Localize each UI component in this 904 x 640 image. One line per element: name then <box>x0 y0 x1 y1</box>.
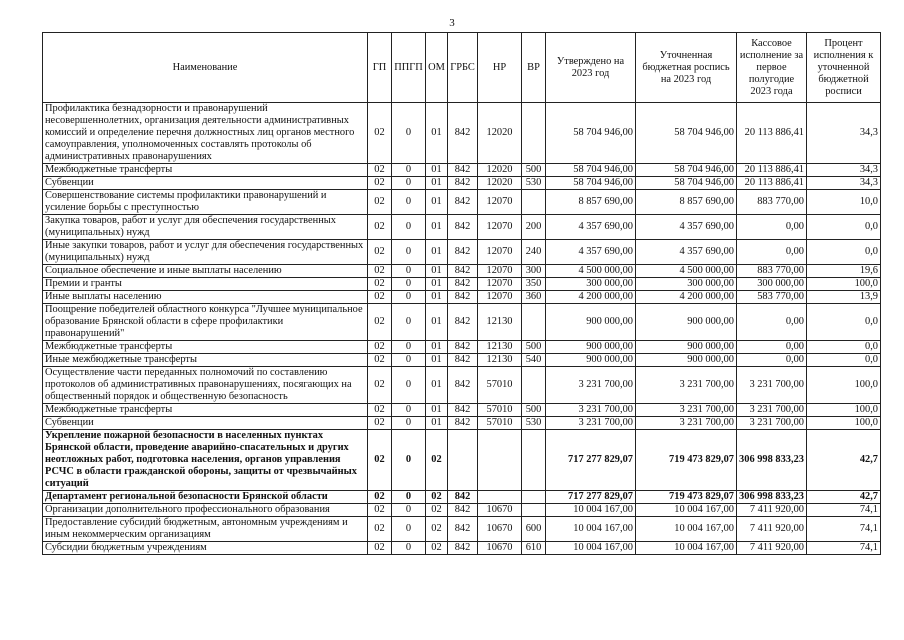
cell-pgp: 0 <box>392 341 426 354</box>
cell-name: Иные выплаты населению <box>43 291 368 304</box>
cell-revised: 58 704 946,00 <box>636 103 737 164</box>
cell-cash: 883 770,00 <box>737 265 807 278</box>
table-row <box>43 367 881 404</box>
cell-grbs: 842 <box>448 103 478 164</box>
cell-cash: 0,00 <box>737 341 807 354</box>
header-row <box>43 33 881 103</box>
cell-pgp: 0 <box>392 491 426 504</box>
cell-grbs <box>448 430 478 491</box>
cell-om: 01 <box>426 278 448 291</box>
table-row <box>43 517 881 542</box>
header-np: НР <box>478 33 522 103</box>
cell-name: Укрепление пожарной безопасности в населенных пунктах Брянской области, проведение аварийно-спасательных и других неотложных работ, подготовка населения, органов управления РСЧС в области гражданской обороны, защиты от чрезвычайных ситуаций <box>43 430 368 491</box>
cell-cash: 7 411 920,00 <box>737 504 807 517</box>
cell-cash: 3 231 700,00 <box>737 404 807 417</box>
cell-om: 01 <box>426 291 448 304</box>
cell-revised: 900 000,00 <box>636 341 737 354</box>
cell-percent: 74,1 <box>807 542 881 555</box>
header-percent: Процент исполнения к уточненной бюджетной росписи <box>807 33 881 103</box>
cell-cash: 20 113 886,41 <box>737 103 807 164</box>
budget-execution-table <box>42 32 881 555</box>
cell-cash: 7 411 920,00 <box>737 542 807 555</box>
cell-revised: 4 500 000,00 <box>636 265 737 278</box>
table-row <box>43 265 881 278</box>
cell-cash: 0,00 <box>737 304 807 341</box>
cell-percent: 42,7 <box>807 491 881 504</box>
cell-cash: 20 113 886,41 <box>737 164 807 177</box>
table-row <box>43 417 881 430</box>
cell-vr: 540 <box>522 354 546 367</box>
cell-np: 12070 <box>478 278 522 291</box>
cell-revised: 719 473 829,07 <box>636 430 737 491</box>
cell-percent: 13,9 <box>807 291 881 304</box>
cell-approved: 10 004 167,00 <box>546 517 636 542</box>
cell-np: 12020 <box>478 177 522 190</box>
cell-pgp: 0 <box>392 367 426 404</box>
cell-pgp: 0 <box>392 417 426 430</box>
cell-cash: 3 231 700,00 <box>737 367 807 404</box>
cell-approved: 3 231 700,00 <box>546 404 636 417</box>
cell-pgp: 0 <box>392 504 426 517</box>
cell-om: 01 <box>426 304 448 341</box>
cell-revised: 4 200 000,00 <box>636 291 737 304</box>
cell-revised: 10 004 167,00 <box>636 542 737 555</box>
table-row <box>43 177 881 190</box>
cell-grbs: 842 <box>448 504 478 517</box>
cell-np: 12020 <box>478 103 522 164</box>
cell-revised: 4 357 690,00 <box>636 215 737 240</box>
cell-percent: 0,0 <box>807 215 881 240</box>
cell-gp: 02 <box>368 504 392 517</box>
cell-cash: 306 998 833,23 <box>737 430 807 491</box>
cell-name: Организации дополнительного профессионального образования <box>43 504 368 517</box>
cell-percent: 0,0 <box>807 304 881 341</box>
cell-pgp: 0 <box>392 354 426 367</box>
cell-vr <box>522 304 546 341</box>
cell-vr <box>522 430 546 491</box>
cell-om: 01 <box>426 164 448 177</box>
cell-vr: 530 <box>522 177 546 190</box>
header-gp: ГП <box>368 33 392 103</box>
cell-cash: 0,00 <box>737 354 807 367</box>
cell-np: 12070 <box>478 215 522 240</box>
cell-revised: 3 231 700,00 <box>636 417 737 430</box>
cell-gp: 02 <box>368 354 392 367</box>
cell-cash: 3 231 700,00 <box>737 417 807 430</box>
cell-pgp: 0 <box>392 240 426 265</box>
table-row <box>43 215 881 240</box>
cell-np: 12130 <box>478 354 522 367</box>
cell-vr: 500 <box>522 341 546 354</box>
cell-vr: 500 <box>522 404 546 417</box>
cell-name: Предоставление субсидий бюджетным, автономным учреждениям и иным некоммерческим организациям <box>43 517 368 542</box>
cell-gp: 02 <box>368 215 392 240</box>
cell-pgp: 0 <box>392 291 426 304</box>
cell-np: 12070 <box>478 240 522 265</box>
cell-cash: 0,00 <box>737 215 807 240</box>
page-number: 3 <box>449 17 455 29</box>
cell-cash: 583 770,00 <box>737 291 807 304</box>
cell-revised: 900 000,00 <box>636 304 737 341</box>
cell-np: 10670 <box>478 517 522 542</box>
cell-gp: 02 <box>368 367 392 404</box>
cell-om: 01 <box>426 341 448 354</box>
cell-gp: 02 <box>368 278 392 291</box>
cell-pgp: 0 <box>392 404 426 417</box>
cell-gp: 02 <box>368 177 392 190</box>
cell-name: Межбюджетные трансферты <box>43 164 368 177</box>
cell-np: 57010 <box>478 417 522 430</box>
cell-name: Субвенции <box>43 417 368 430</box>
cell-vr: 360 <box>522 291 546 304</box>
cell-vr: 300 <box>522 265 546 278</box>
cell-vr: 240 <box>522 240 546 265</box>
cell-grbs: 842 <box>448 164 478 177</box>
table-row <box>43 278 881 291</box>
cell-vr <box>522 504 546 517</box>
cell-name: Совершенствование системы профилактики правонарушений и усиление борьбы с преступностью <box>43 190 368 215</box>
cell-gp: 02 <box>368 304 392 341</box>
cell-gp: 02 <box>368 164 392 177</box>
cell-name: Закупка товаров, работ и услуг для обеспечения государственных (муниципальных) нужд <box>43 215 368 240</box>
cell-revised: 8 857 690,00 <box>636 190 737 215</box>
cell-revised: 4 357 690,00 <box>636 240 737 265</box>
cell-pgp: 0 <box>392 278 426 291</box>
header-om: ОМ <box>426 33 448 103</box>
cell-vr: 500 <box>522 164 546 177</box>
header-name: Наименование <box>43 33 368 103</box>
cell-percent: 34,3 <box>807 103 881 164</box>
cell-pgp: 0 <box>392 164 426 177</box>
table-row <box>43 542 881 555</box>
cell-percent: 19,6 <box>807 265 881 278</box>
cell-cash: 7 411 920,00 <box>737 517 807 542</box>
cell-name: Профилактика безнадзорности и правонарушений несовершеннолетних, организация деятельности административных комиссий и определение перечня должностных лиц органов местного самоуправления, уполномоченных составлять протоколы об административных правонарушениях <box>43 103 368 164</box>
cell-pgp: 0 <box>392 190 426 215</box>
cell-percent: 100,0 <box>807 404 881 417</box>
cell-grbs: 842 <box>448 265 478 278</box>
cell-approved: 900 000,00 <box>546 304 636 341</box>
cell-om: 01 <box>426 215 448 240</box>
cell-om: 01 <box>426 265 448 278</box>
cell-gp: 02 <box>368 542 392 555</box>
cell-np <box>478 491 522 504</box>
table-row <box>43 190 881 215</box>
cell-vr: 530 <box>522 417 546 430</box>
cell-percent: 100,0 <box>807 417 881 430</box>
header-cash: Кассовое исполнение за первое полугодие 2023 года <box>737 33 807 103</box>
table-row <box>43 240 881 265</box>
cell-vr <box>522 190 546 215</box>
cell-vr: 350 <box>522 278 546 291</box>
cell-approved: 58 704 946,00 <box>546 177 636 190</box>
cell-np: 10670 <box>478 504 522 517</box>
table-row <box>43 404 881 417</box>
cell-name: Субсидии бюджетным учреждениям <box>43 542 368 555</box>
cell-om: 01 <box>426 190 448 215</box>
cell-gp: 02 <box>368 430 392 491</box>
cell-vr <box>522 491 546 504</box>
cell-grbs: 842 <box>448 367 478 404</box>
cell-grbs: 842 <box>448 190 478 215</box>
cell-revised: 58 704 946,00 <box>636 164 737 177</box>
table-row <box>43 504 881 517</box>
cell-grbs: 842 <box>448 215 478 240</box>
cell-percent: 0,0 <box>807 240 881 265</box>
cell-gp: 02 <box>368 417 392 430</box>
cell-np: 12130 <box>478 304 522 341</box>
header-vr: ВР <box>522 33 546 103</box>
table-row <box>43 164 881 177</box>
cell-grbs: 842 <box>448 177 478 190</box>
cell-np: 10670 <box>478 542 522 555</box>
cell-grbs: 842 <box>448 304 478 341</box>
cell-approved: 10 004 167,00 <box>546 542 636 555</box>
cell-gp: 02 <box>368 265 392 278</box>
cell-om: 02 <box>426 491 448 504</box>
cell-grbs: 842 <box>448 341 478 354</box>
header-revised: Уточненная бюджетная роспись на 2023 год <box>636 33 737 103</box>
cell-name: Социальное обеспечение и иные выплаты населению <box>43 265 368 278</box>
cell-revised: 900 000,00 <box>636 354 737 367</box>
cell-revised: 58 704 946,00 <box>636 177 737 190</box>
cell-grbs: 842 <box>448 542 478 555</box>
cell-approved: 4 200 000,00 <box>546 291 636 304</box>
cell-np: 57010 <box>478 404 522 417</box>
cell-grbs: 842 <box>448 291 478 304</box>
cell-name: Межбюджетные трансферты <box>43 341 368 354</box>
cell-vr <box>522 367 546 404</box>
cell-np: 12020 <box>478 164 522 177</box>
cell-om: 01 <box>426 103 448 164</box>
table-row <box>43 341 881 354</box>
cell-percent: 74,1 <box>807 517 881 542</box>
table-row <box>43 491 881 504</box>
cell-revised: 10 004 167,00 <box>636 517 737 542</box>
cell-om: 02 <box>426 504 448 517</box>
cell-gp: 02 <box>368 103 392 164</box>
cell-approved: 4 357 690,00 <box>546 215 636 240</box>
cell-grbs: 842 <box>448 417 478 430</box>
cell-approved: 4 500 000,00 <box>546 265 636 278</box>
cell-gp: 02 <box>368 404 392 417</box>
cell-approved: 900 000,00 <box>546 354 636 367</box>
cell-om: 01 <box>426 404 448 417</box>
cell-om: 01 <box>426 177 448 190</box>
cell-approved: 3 231 700,00 <box>546 417 636 430</box>
cell-revised: 300 000,00 <box>636 278 737 291</box>
cell-approved: 300 000,00 <box>546 278 636 291</box>
cell-grbs: 842 <box>448 354 478 367</box>
cell-percent: 0,0 <box>807 354 881 367</box>
cell-name: Департамент региональной безопасности Брянской области <box>43 491 368 504</box>
cell-cash: 20 113 886,41 <box>737 177 807 190</box>
cell-approved: 3 231 700,00 <box>546 367 636 404</box>
cell-cash: 306 998 833,23 <box>737 491 807 504</box>
cell-cash: 300 000,00 <box>737 278 807 291</box>
cell-gp: 02 <box>368 517 392 542</box>
table-body <box>43 103 881 555</box>
cell-pgp: 0 <box>392 430 426 491</box>
cell-vr: 610 <box>522 542 546 555</box>
cell-np: 12070 <box>478 190 522 215</box>
cell-percent: 0,0 <box>807 341 881 354</box>
cell-approved: 900 000,00 <box>546 341 636 354</box>
cell-approved: 58 704 946,00 <box>546 164 636 177</box>
table-row <box>43 304 881 341</box>
cell-approved: 58 704 946,00 <box>546 103 636 164</box>
cell-np: 12070 <box>478 265 522 278</box>
cell-pgp: 0 <box>392 304 426 341</box>
cell-om: 01 <box>426 367 448 404</box>
cell-percent: 74,1 <box>807 504 881 517</box>
cell-gp: 02 <box>368 291 392 304</box>
cell-approved: 10 004 167,00 <box>546 504 636 517</box>
cell-grbs: 842 <box>448 404 478 417</box>
cell-percent: 34,3 <box>807 164 881 177</box>
header-grbs: ГРБС <box>448 33 478 103</box>
cell-np <box>478 430 522 491</box>
cell-vr: 600 <box>522 517 546 542</box>
cell-om: 02 <box>426 517 448 542</box>
cell-cash: 0,00 <box>737 240 807 265</box>
table-row <box>43 103 881 164</box>
cell-grbs: 842 <box>448 517 478 542</box>
table-row <box>43 430 881 491</box>
cell-pgp: 0 <box>392 265 426 278</box>
cell-name: Иные закупки товаров, работ и услуг для обеспечения государственных (муниципальных) нужд <box>43 240 368 265</box>
cell-approved: 4 357 690,00 <box>546 240 636 265</box>
cell-name: Осуществление части переданных полномочий по составлению протоколов об административных правонарушениях, посягающих на общественный порядок и общественную безопасность <box>43 367 368 404</box>
cell-percent: 10,0 <box>807 190 881 215</box>
header-approved: Утверждено на 2023 год <box>546 33 636 103</box>
cell-revised: 3 231 700,00 <box>636 404 737 417</box>
cell-np: 12070 <box>478 291 522 304</box>
cell-name: Премии и гранты <box>43 278 368 291</box>
cell-approved: 717 277 829,07 <box>546 491 636 504</box>
cell-vr: 200 <box>522 215 546 240</box>
cell-gp: 02 <box>368 240 392 265</box>
cell-name: Поощрение победителей областного конкурса "Лучшее муниципальное образование Брянской области в сфере профилактики правонарушений" <box>43 304 368 341</box>
cell-percent: 100,0 <box>807 367 881 404</box>
cell-vr <box>522 103 546 164</box>
cell-name: Субвенции <box>43 177 368 190</box>
cell-om: 01 <box>426 354 448 367</box>
cell-revised: 719 473 829,07 <box>636 491 737 504</box>
cell-percent: 100,0 <box>807 278 881 291</box>
cell-name: Иные межбюджетные трансферты <box>43 354 368 367</box>
cell-grbs: 842 <box>448 278 478 291</box>
table-row <box>43 354 881 367</box>
cell-pgp: 0 <box>392 517 426 542</box>
cell-approved: 8 857 690,00 <box>546 190 636 215</box>
cell-grbs: 842 <box>448 240 478 265</box>
cell-om: 01 <box>426 240 448 265</box>
cell-percent: 42,7 <box>807 430 881 491</box>
cell-pgp: 0 <box>392 215 426 240</box>
cell-approved: 717 277 829,07 <box>546 430 636 491</box>
cell-grbs: 842 <box>448 491 478 504</box>
cell-om: 02 <box>426 430 448 491</box>
cell-gp: 02 <box>368 341 392 354</box>
cell-pgp: 0 <box>392 177 426 190</box>
cell-cash: 883 770,00 <box>737 190 807 215</box>
cell-np: 12130 <box>478 341 522 354</box>
table-row <box>43 291 881 304</box>
cell-revised: 10 004 167,00 <box>636 504 737 517</box>
cell-gp: 02 <box>368 190 392 215</box>
header-pgp: ППГП <box>392 33 426 103</box>
cell-om: 02 <box>426 542 448 555</box>
cell-name: Межбюджетные трансферты <box>43 404 368 417</box>
cell-pgp: 0 <box>392 103 426 164</box>
cell-np: 57010 <box>478 367 522 404</box>
cell-revised: 3 231 700,00 <box>636 367 737 404</box>
cell-gp: 02 <box>368 491 392 504</box>
cell-om: 01 <box>426 417 448 430</box>
cell-pgp: 0 <box>392 542 426 555</box>
cell-percent: 34,3 <box>807 177 881 190</box>
